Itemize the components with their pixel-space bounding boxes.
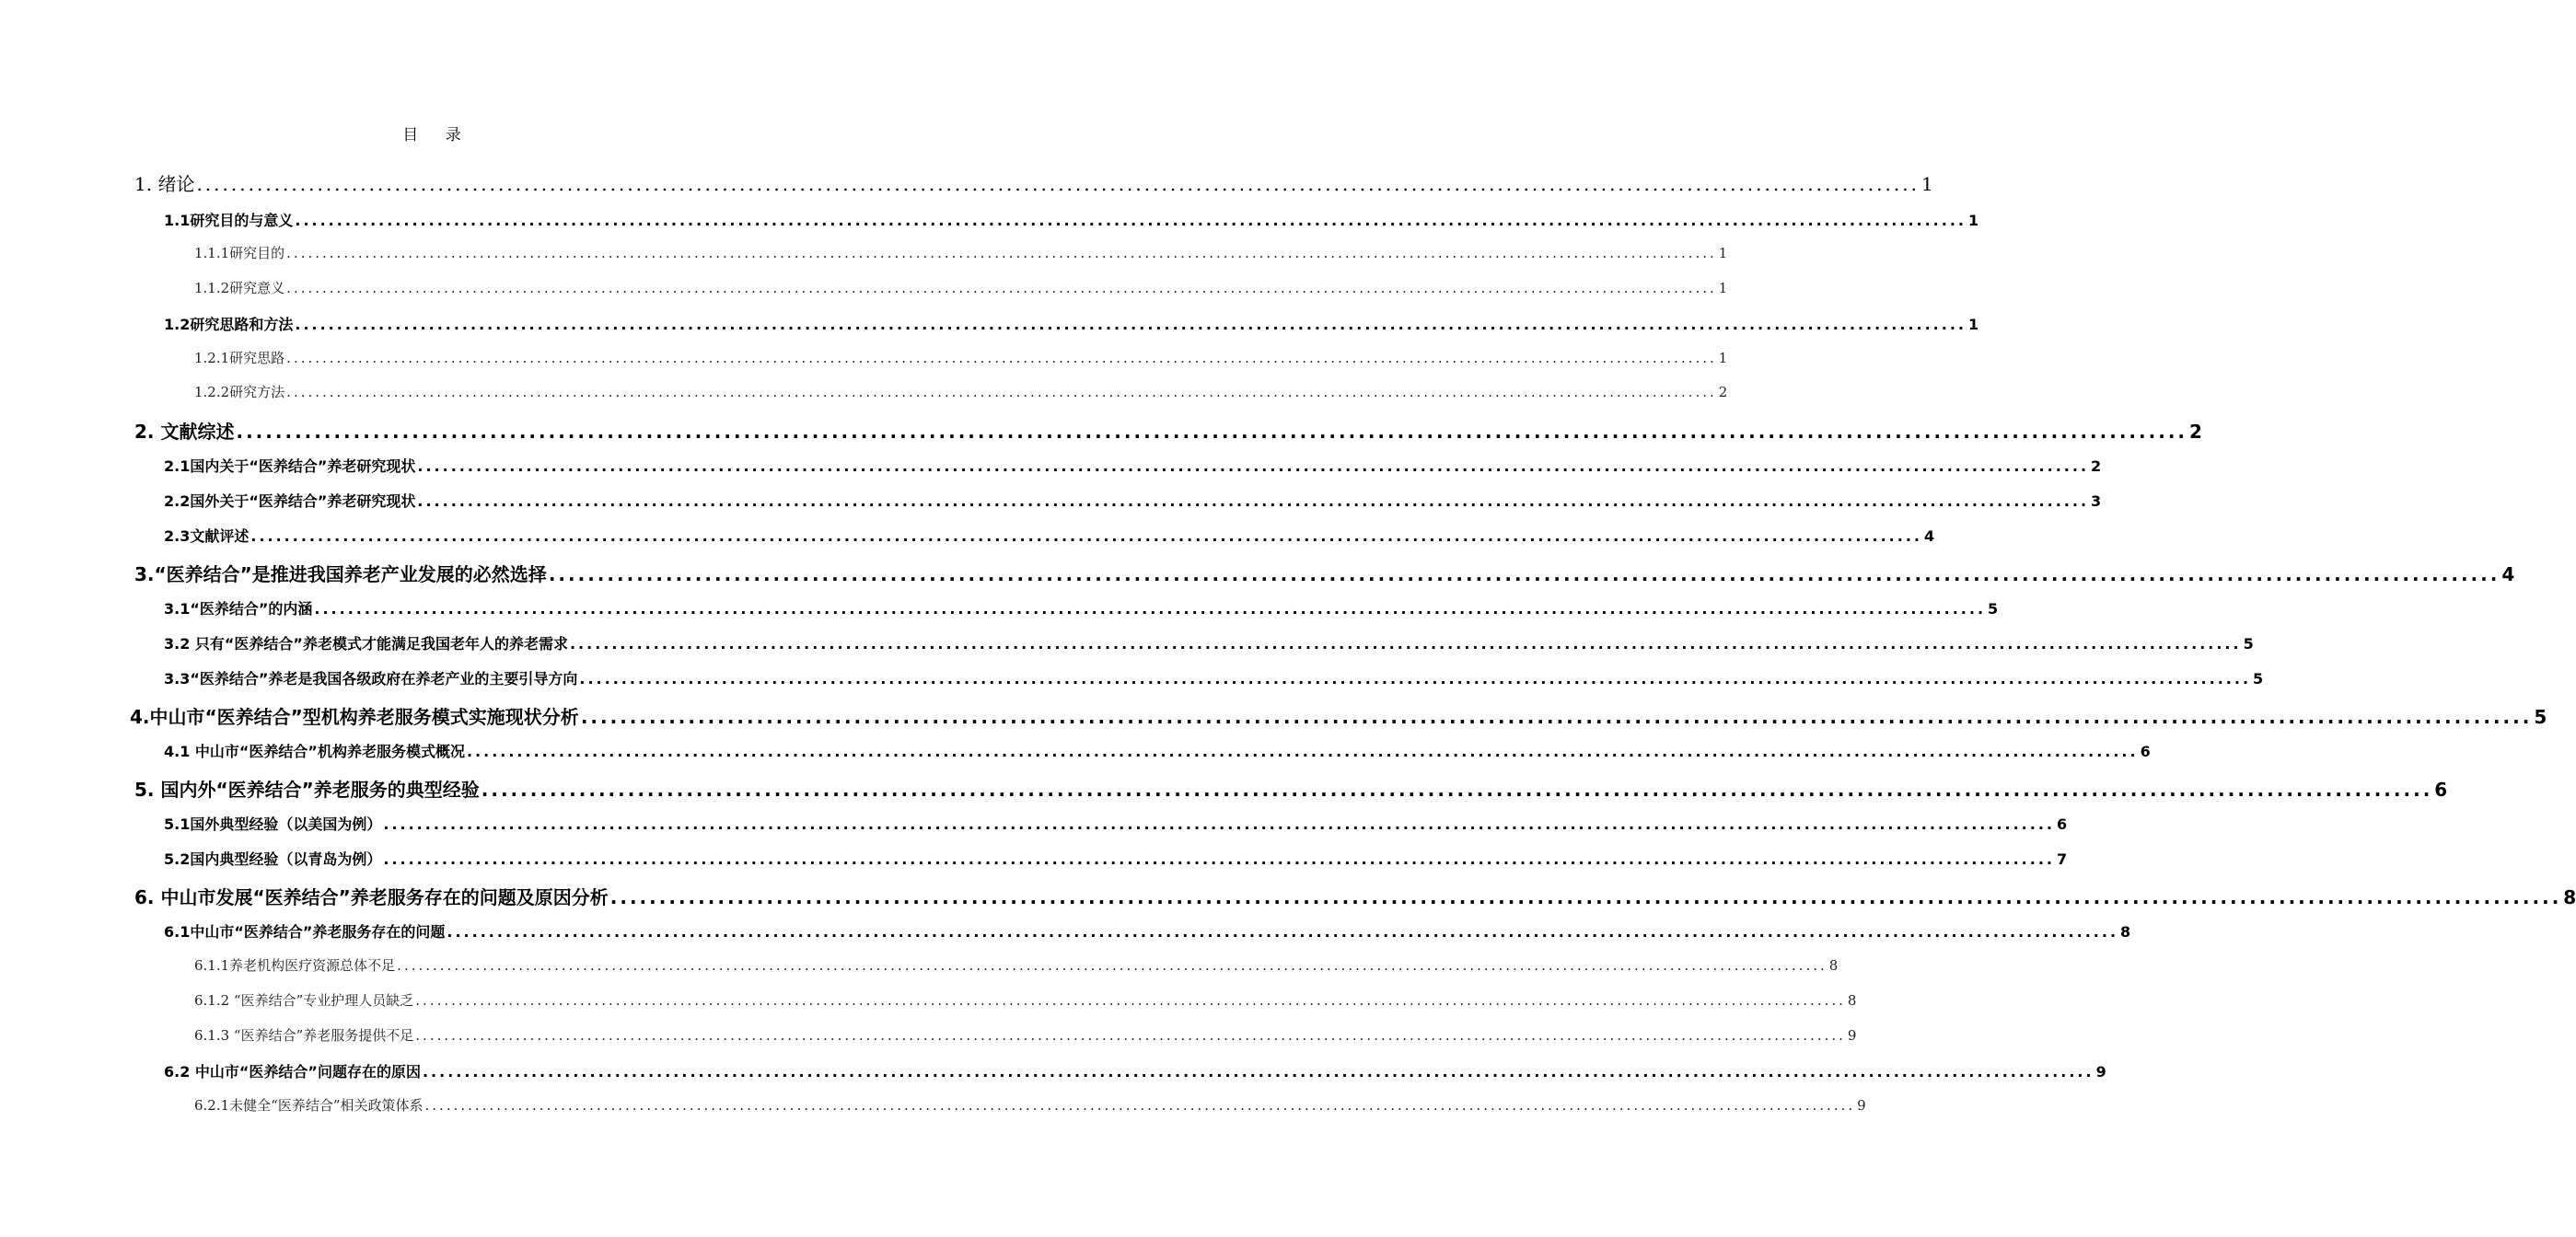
toc-leader: ........................................................................................................................................................................................................ — [196, 173, 1920, 195]
toc-page-number: 9 — [1857, 1097, 1866, 1114]
toc-page-number: 9 — [2095, 1063, 2106, 1081]
toc-entry[interactable] — [164, 813, 2068, 834]
toc-entry-label: 6.1.3 “医养结合”养老服务提供不足 — [194, 1027, 414, 1044]
toc-leader: ........................................................................................................................................................................................................ — [286, 384, 1717, 400]
toc-entry[interactable] — [164, 740, 2151, 761]
toc-entry-label: 1.1.2研究意义 — [194, 280, 285, 296]
toc-leader: ........................................................................................................................................................................................................ — [286, 280, 1717, 296]
toc-leader: ........................................................................................................................................................................................................ — [548, 563, 2501, 585]
toc-page-number: 6 — [2140, 743, 2151, 760]
toc-entry-label: 6.1.1养老机构医疗资源总体不足 — [194, 957, 396, 974]
toc-entry[interactable] — [164, 313, 1979, 334]
toc-leader: ........................................................................................................................................................................................................ — [286, 245, 1717, 261]
toc-entry-label: 1.1.1研究目的 — [194, 245, 285, 261]
toc-page-number: 2 — [1718, 384, 1728, 400]
toc-entry-label: 2. 文献综述 — [134, 421, 235, 443]
toc-leader: ........................................................................................................................................................................................................ — [295, 316, 1967, 333]
toc-page-number: 2 — [2189, 421, 2202, 443]
toc-entry[interactable] — [164, 525, 1935, 546]
toc-page-number: 5 — [2534, 706, 2547, 728]
toc-leader: ........................................................................................................................................................................................................ — [286, 350, 1717, 366]
toc-page-number: 8 — [1847, 992, 1857, 1009]
toc-entry[interactable] — [130, 702, 2547, 729]
toc-entry-label: 2.1国内关于“医养结合”养老研究现状 — [164, 457, 416, 475]
toc-entry-label: 5. 国内外“医养结合”养老服务的典型经验 — [134, 779, 480, 801]
toc-page-number: 5 — [2253, 670, 2264, 688]
toc-leader: ........................................................................................................................................................................................................ — [424, 1097, 1856, 1114]
toc-leader: ........................................................................................................................................................................................................ — [383, 815, 2055, 833]
toc-page-number: 1 — [1967, 316, 1979, 333]
toc-entry[interactable] — [134, 775, 2448, 802]
toc-entry-label: 3.1“医养结合”的内涵 — [164, 600, 313, 618]
toc-leader: ........................................................................................................................................................................................................ — [314, 600, 1987, 618]
toc-entry[interactable] — [164, 209, 1979, 230]
toc-leader: ........................................................................................................................................................................................................ — [417, 457, 2090, 475]
toc-entry[interactable] — [164, 1060, 2106, 1081]
toc-page-number: 1 — [1920, 173, 1933, 195]
toc-entry[interactable] — [194, 348, 1728, 367]
toc-page-number: 8 — [2120, 923, 2131, 941]
toc-page-number: 3 — [2091, 492, 2102, 510]
toc-entry[interactable] — [194, 955, 1839, 975]
toc-entry-label: 4.中山市“医养结合”型机构养老服务模式实施现状分析 — [130, 706, 579, 728]
toc-title: 目 录 — [402, 126, 472, 145]
toc-page-number: 8 — [1828, 957, 1839, 974]
toc-entry-label: 6.1.2 “医养结合”专业护理人员缺乏 — [194, 992, 414, 1009]
toc-entry-label: 3.3“医养结合”养老是我国各级政府在养老产业的主要引导方向 — [164, 670, 578, 688]
toc-entry-label: 2.3文献评述 — [164, 527, 249, 545]
toc-leader: ........................................................................................................................................................................................................ — [295, 212, 1967, 229]
toc-entry[interactable] — [134, 169, 1933, 196]
toc-entry-label: 6.2.1未健全“医养结合”相关政策体系 — [194, 1097, 424, 1114]
toc-entry[interactable] — [194, 1025, 1857, 1045]
toc-page-number: 5 — [2243, 635, 2254, 653]
toc-entry[interactable] — [194, 990, 1857, 1010]
toc-entry-label: 1.2.2研究方法 — [194, 384, 285, 400]
toc-entry-label: 1.1研究目的与意义 — [164, 212, 294, 229]
toc-page-number: 8 — [2563, 886, 2576, 908]
toc-leader: ........................................................................................................................................................................................................ — [236, 421, 2188, 443]
toc-entry[interactable] — [194, 278, 1728, 297]
toc-entry-label: 6. 中山市发展“医养结合”养老服务存在的问题及原因分析 — [134, 886, 609, 908]
toc-page-number: 2 — [2091, 457, 2102, 475]
toc-page-number: 7 — [2056, 850, 2068, 868]
toc-page-number: 9 — [1847, 1027, 1857, 1044]
toc-entry[interactable] — [134, 417, 2202, 444]
toc-page-number: 4 — [2501, 563, 2515, 585]
toc-page-number: 4 — [1923, 527, 1935, 545]
toc-entry[interactable] — [164, 667, 2264, 688]
toc-page-number: 1 — [1718, 280, 1728, 296]
toc-entry[interactable] — [194, 1095, 1866, 1115]
toc-entry[interactable] — [164, 490, 2102, 511]
toc-page-number: 1 — [1718, 245, 1728, 261]
toc-entry-label: 6.2 中山市“医养结合”问题存在的原因 — [164, 1063, 421, 1081]
toc-leader: ........................................................................................................................................................................................................ — [447, 923, 2119, 941]
toc-leader: ........................................................................................................................................................................................................ — [481, 779, 2433, 801]
toc-leader: ........................................................................................................................................................................................................ — [397, 957, 1828, 974]
toc-entry-label: 5.2国内典型经验（以青岛为例） — [164, 850, 382, 868]
toc-entry[interactable] — [164, 920, 2131, 942]
toc-leader: ........................................................................................................................................................................................................ — [609, 886, 2562, 908]
toc-entry-label: 2.2国外关于“医养结合”养老研究现状 — [164, 492, 416, 510]
toc-entry-label: 1.2.1研究思路 — [194, 350, 285, 366]
toc-leader: ........................................................................................................................................................................................................ — [466, 743, 2139, 760]
toc-entry[interactable] — [164, 455, 2102, 476]
toc-entry[interactable] — [164, 597, 1999, 618]
toc-entry-label: 1. 绪论 — [134, 173, 195, 195]
toc-entry-label: 3.“医养结合”是推进我国养老产业发展的必然选择 — [134, 563, 547, 585]
toc-leader: ........................................................................................................................................................................................................ — [383, 850, 2055, 868]
toc-entry-label: 3.2 只有“医养结合”养老模式才能满足我国老年人的养老需求 — [164, 635, 568, 653]
toc-entry-label: 1.2研究思路和方法 — [164, 316, 294, 333]
toc-leader: ........................................................................................................................................................................................................ — [422, 1063, 2094, 1081]
toc-entry-label: 6.1中山市“医养结合”养老服务存在的问题 — [164, 923, 446, 941]
toc-entry-label: 4.1 中山市“医养结合”机构养老服务模式概况 — [164, 743, 465, 760]
toc-entry[interactable] — [134, 560, 2515, 586]
toc-page-number: 6 — [2434, 779, 2448, 801]
toc-entry[interactable] — [134, 883, 2576, 909]
toc-leader: ........................................................................................................................................................................................................ — [250, 527, 1922, 545]
toc-entry-label: 5.1国外典型经验（以美国为例） — [164, 815, 382, 833]
toc-leader: ........................................................................................................................................................................................................ — [580, 706, 2533, 728]
toc-leader: ........................................................................................................................................................................................................ — [415, 1027, 1846, 1044]
toc-page-number: 5 — [1988, 600, 1999, 618]
toc-leader: ........................................................................................................................................................................................................ — [415, 992, 1846, 1009]
toc-page-number: 1 — [1967, 212, 1979, 229]
toc-page-number: 6 — [2056, 815, 2068, 833]
toc-leader: ........................................................................................................................................................................................................ — [579, 670, 2252, 688]
toc-entry[interactable] — [194, 243, 1728, 262]
toc-entry[interactable] — [164, 848, 2068, 869]
toc-entry[interactable] — [164, 632, 2254, 653]
toc-leader: ........................................................................................................................................................................................................ — [569, 635, 2242, 653]
toc-entry[interactable] — [194, 382, 1728, 401]
toc-page-number: 1 — [1718, 350, 1728, 366]
toc-leader: ........................................................................................................................................................................................................ — [417, 492, 2090, 510]
